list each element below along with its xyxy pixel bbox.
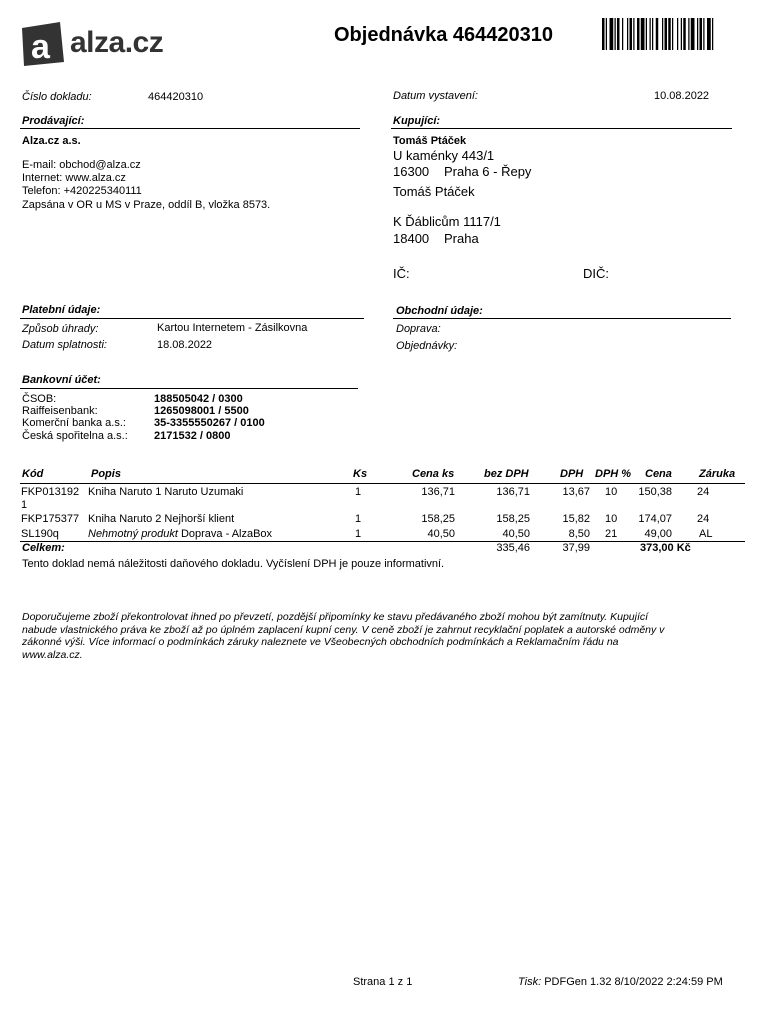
seller-divider (20, 128, 360, 129)
document-number-label: Číslo dokladu: (22, 91, 92, 103)
item-net: 136,71 (496, 486, 530, 498)
svg-text:a: a (31, 28, 50, 66)
buyer-heading: Kupující: (393, 115, 441, 127)
item-code: FKP013192 (21, 486, 80, 498)
barcode-icon (602, 18, 750, 50)
item-code: FKP175377 (21, 513, 80, 525)
item-net: 158,25 (496, 513, 530, 525)
page-number: Strana 1 z 1 (353, 976, 413, 988)
buyer-street: U kaménky 443/1 (393, 148, 495, 163)
item-warranty: 24 (697, 486, 710, 498)
item-vat-percent: 10 (605, 486, 618, 498)
buyer-divider (391, 128, 732, 129)
print-label: Tisk: (518, 976, 542, 988)
delivery-zip: 18400 (393, 231, 430, 246)
total-vat: 37,99 (562, 542, 590, 554)
delivery-name: Tomáš Ptáček (393, 184, 475, 199)
issue-date-value: 10.08.2022 (654, 90, 710, 102)
item-price: 150,38 (638, 486, 672, 498)
disclaimer-line: www.alza.cz. (22, 649, 83, 661)
seller-name: Alza.cz a.s. (22, 135, 81, 147)
document-title: Objednávka 464420310 (334, 24, 554, 46)
item-price: 174,07 (638, 513, 672, 525)
col-header-vat-percent: DPH % (595, 468, 632, 480)
due-date-value: 18.08.2022 (157, 339, 213, 351)
payment-heading: Platební údaje: (22, 304, 101, 316)
item-unit-price: 136,71 (421, 486, 455, 498)
col-header-net: bez DPH (484, 468, 529, 480)
buyer-name: Tomáš Ptáček (393, 135, 467, 147)
alza-logo (20, 22, 180, 68)
col-header-vat: DPH (560, 468, 584, 480)
seller-email: E-mail: obchod@alza.cz (22, 159, 141, 171)
col-header-unit-price: Cena ks (412, 468, 455, 480)
item-code: SL190q (21, 528, 59, 540)
seller-registration: Zapsána v OR u MS v Praze, oddíl B, vložka 8573. (22, 199, 271, 211)
item-warranty: AL (699, 528, 713, 540)
item-description: Kniha Naruto 1 Naruto Uzumaki (88, 486, 244, 498)
buyer-zip: 16300 (393, 164, 430, 179)
seller-phone: Telefon: +420225340111 (22, 185, 142, 197)
item-code-continuation: 1 (21, 499, 28, 511)
item-quantity: 1 (355, 528, 362, 540)
item-unit-price: 40,50 (427, 528, 455, 540)
col-header-quantity: Ks (353, 468, 368, 480)
total-label: Celkem: (22, 542, 65, 554)
item-description: Kniha Naruto 2 Nejhorší klient (88, 513, 235, 525)
bank-name: Česká spořitelna a.s.: (22, 430, 128, 442)
col-header-warranty: Záruka (699, 468, 736, 480)
col-header-description: Popis (91, 468, 121, 480)
alza-logo-icon (20, 22, 64, 66)
print-info (518, 976, 723, 988)
disclaimer-line: Doporučujeme zboží překontrolovat ihned po převzetí, pozdější připomínky ke stavu předávaného zboží mohou být zamítnuty. Kupující (22, 611, 649, 623)
business-divider (393, 318, 731, 319)
disclaimer-line: zákonné výši. Více informací o podmínkách záruky naleznete ve Všeobecných obchodních podmínkách a Reklamačním řádu na (22, 636, 619, 648)
ic-label: IČ: (393, 266, 410, 281)
print-value: PDFGen 1.32 8/10/2022 2:24:59 PM (544, 976, 723, 988)
document-number-value: 464420310 (148, 91, 204, 103)
due-date-label: Datum splatnosti: (22, 339, 107, 351)
issue-date-label: Datum vystavení: (393, 90, 478, 102)
total-net: 335,46 (496, 542, 530, 554)
seller-internet: Internet: www.alza.cz (22, 172, 126, 184)
item-description (88, 528, 272, 540)
bank-account: 2171532 / 0800 (154, 430, 231, 442)
table-header-divider (20, 483, 745, 484)
payment-method-value: Kartou Internetem - Zásilkovna (157, 322, 308, 334)
orders-label: Objednávky: (396, 340, 458, 352)
bank-account: 1265098001 / 5500 (154, 405, 249, 417)
item-unit-price: 158,25 (421, 513, 455, 525)
item-price: 49,00 (644, 528, 672, 540)
bank-account: 35-3355550267 / 0100 (154, 417, 265, 429)
delivery-street: K Ďáblicům 1117/1 (393, 214, 501, 229)
bank-name: Komerční banka a.s.: (22, 417, 126, 429)
bank-divider (20, 388, 358, 389)
item-vat: 8,50 (568, 528, 590, 540)
payment-method-label: Způsob úhrady: (22, 323, 99, 335)
item-vat: 13,67 (562, 486, 590, 498)
delivery-city: Praha (444, 231, 479, 246)
bank-name: Raiffeisenbank: (22, 405, 98, 417)
logo-text: alza.cz (70, 26, 164, 59)
tax-note: Tento doklad nemá náležitosti daňového dokladu. Vyčíslení DPH je pouze informativní. (22, 558, 445, 570)
item-net: 40,50 (502, 528, 530, 540)
item-quantity: 1 (355, 486, 362, 498)
item-warranty: 24 (697, 513, 710, 525)
shipping-label: Doprava: (396, 323, 441, 335)
bank-name: ČSOB: (22, 393, 57, 405)
buyer-city: Praha 6 - Řepy (444, 164, 532, 179)
total-price: 373,00 Kč (640, 542, 691, 554)
bank-heading: Bankovní účet: (22, 374, 101, 386)
item-vat: 15,82 (562, 513, 590, 525)
item-vat-percent: 21 (605, 528, 618, 540)
payment-divider (20, 318, 364, 319)
disclaimer-line: nabude vlastnického práva ke zboží až po úplném zaplacení kupní ceny. V ceně zboží je zahrnut recyklační poplatek a autorské odměny v (22, 624, 665, 636)
bank-account: 188505042 / 0300 (154, 393, 243, 405)
col-header-price: Cena (645, 468, 672, 480)
col-header-code: Kód (22, 468, 44, 480)
table-total-divider (20, 541, 745, 542)
item-vat-percent: 10 (605, 513, 618, 525)
business-heading: Obchodní údaje: (396, 305, 483, 317)
seller-heading: Prodávající: (22, 115, 85, 127)
item-quantity: 1 (355, 513, 362, 525)
item-description-text: Doprava - AlzaBox (177, 528, 273, 540)
item-description-prefix: Nehmotný produkt (88, 528, 178, 540)
dic-label: DIČ: (583, 266, 609, 281)
